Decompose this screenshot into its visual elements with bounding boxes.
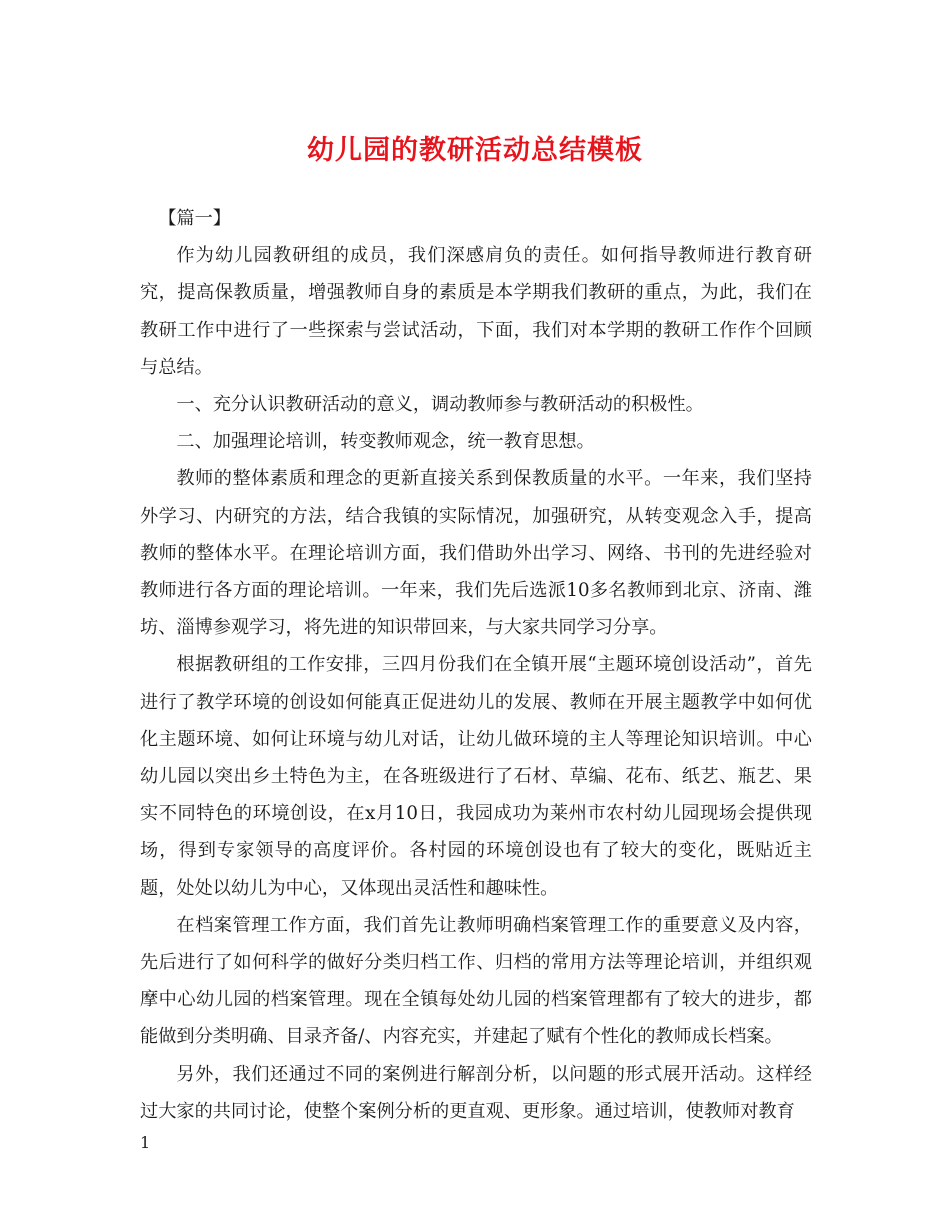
paragraph: 教师的整体素质和理念的更新直接关系到保教质量的水平。一年来，我们坚持外学习、内研究的方法，结合我镇的实际情况，加强研究，从转变观念入手，提高教师的整体水平。在理论培训方面，我们借助外出学习、网络、书刊的先进经验对教师进行各方面的理论培训。一年来，我们先后选派10多名教师到北京、济南、潍坊、淄博参观学习，将先进的知识带回来，与大家共同学习分享。 xyxy=(140,468,812,639)
document-body xyxy=(140,200,812,1130)
document-title: 幼儿园的教研活动总结模板 xyxy=(307,135,643,166)
section-label: 【篇一】 xyxy=(158,208,231,229)
paragraph: 一、充分认识教研活动的意义，调动教师参与教研活动的积极性。 xyxy=(176,394,704,416)
page-number: 1 xyxy=(140,1133,151,1152)
paragraph: 二、加强理论培训，转变教师观念，统一教育思想。 xyxy=(176,431,595,453)
paragraph: 作为幼儿园教研组的成员，我们深感肩负的责任。如何指导教师进行教育研究，提高保教质量，增强教师自身的素质是本学期我们教研的重点，为此，我们在教研工作中进行了一些探索与尝试活动，下面，我们对本学期的教研工作作个回顾与总结。 xyxy=(140,245,812,378)
paragraph: 在档案管理工作方面，我们首先让教师明确档案管理工作的重要意义及内容，先后进行了如何科学的做好分类归档工作、归档的常用方法等理论培训，并组织观摩中心幼儿园的档案管理。现在全镇每处幼儿园的档案管理都有了较大的进步，都能做到分类明确、目录齐备/、内容充实，并建起了赋有个性化的教师成长档案。 xyxy=(140,914,812,1048)
paragraph: 另外，我们还通过不同的案例进行解剖分析，以问题的形式展开活动。这样经过大家的共同讨论，使整个案例分析的更直观、更形象。通过培训，使教师对教育 xyxy=(140,1063,812,1122)
paragraph: 根据教研组的工作安排，三四月份我们在全镇开展“主题环境创设活动”，首先进行了教学环境的创设如何能真正促进幼儿的发展、教师在开展主题教学中如何优化主题环境、如何让环境与幼儿对话，让幼儿做环境的主人等理论知识培训。中心幼儿园以突出乡土特色为主，在各班级进行了石材、草编、花布、纸艺、瓶艺、果实不同特色的环境创设，在x月10日，我园成功为莱州市农村幼儿园现场会提供现场，得到专家领导的高度评价。各村园的环境创设也有了较大的变化，既贴近主题，处处以幼儿为中心，又体现出灵活性和趣味性。 xyxy=(140,654,812,899)
